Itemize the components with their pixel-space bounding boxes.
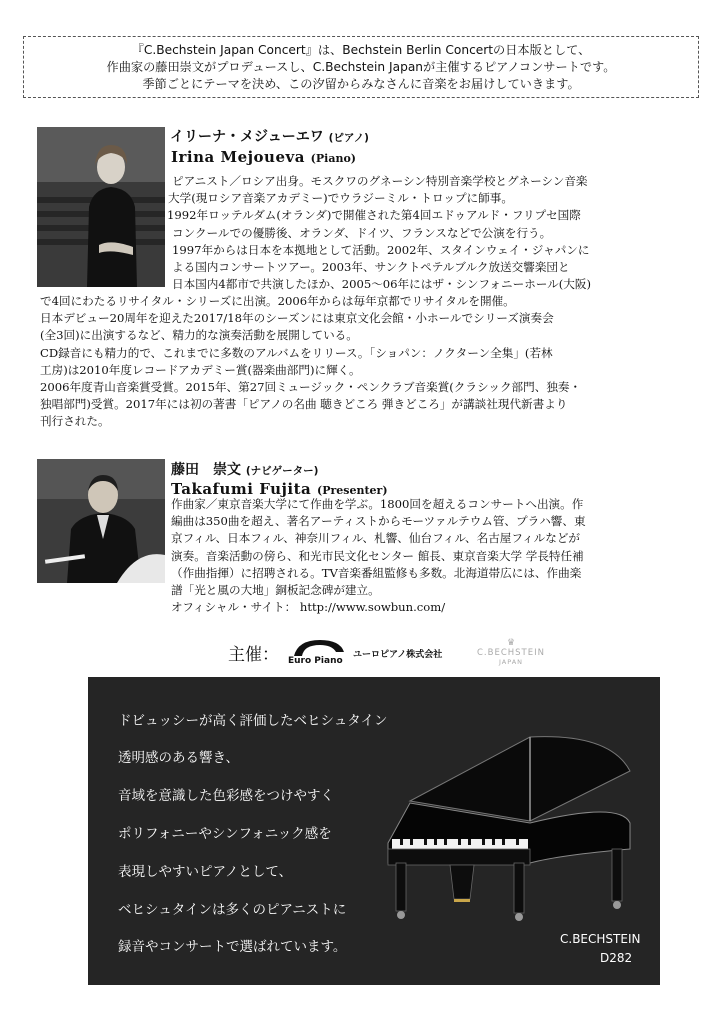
bio-line: 工房)は2010年度レコードアカデミー賞(器楽曲部門)に輝く。 — [40, 362, 361, 377]
irina-role-en: (Piano) — [310, 152, 356, 165]
piano-brand-label: C.BECHSTEIN — [560, 932, 641, 946]
bio-line: 京フィル、日本フィル、神奈川フィル、札響、仙台フィル、名古屋フィルなどが — [171, 531, 581, 546]
panel-line: 透明感のある響き、 — [118, 750, 239, 766]
bio-line: （作曲指揮）に招聘される。TV音楽番組監修も多数。北海道帯広には、作曲楽 — [171, 565, 582, 580]
bio-line: ピアニスト／ロシア出身。モスクワのグネーシン特別音楽学校とグネーシン音楽 — [172, 174, 588, 188]
panel-line: 音域を意識した色彩感をつけやすく — [118, 788, 334, 804]
bio-line: コンクールでの優勝後、オランダ、ドイツ、フランスなどで公演を行う。 — [172, 225, 552, 240]
panel-line: 表現しやすいピアノとして、 — [118, 864, 293, 880]
bechstein-logo — [466, 638, 556, 670]
bechstein-logo-japan: JAPAN — [498, 658, 524, 666]
irina-bio-top — [167, 173, 591, 293]
panel-line: ベヒシュタインは多くのピアニストに — [118, 902, 347, 918]
sponsor-label: 主催： — [228, 645, 279, 665]
bechstein-panel — [88, 677, 660, 985]
irina-photo — [37, 127, 165, 287]
bio-line: 独唱部門)受賞。2017年には初の著書「ピアノの名曲 聴きどころ 弾きどころ」が講談社現代新書より — [40, 397, 568, 412]
bio-line: 1997年からは日本を本拠地として活動。2002年、スタインウェイ・ジャパンに — [172, 242, 590, 257]
intro-line: 作曲家の藤田崇文がプロデュースし、C.Bechstein Japanが主催するピアノコンサートです。 — [106, 60, 616, 74]
bio-line: CD録音にも精力的で、これまでに多数のアルバムをリリース。「ショパン：ノクターン全集」(若林 — [40, 345, 553, 360]
bio-line: よる国内コンサートツアー。2003年、サンクトペテルブルク放送交響楽団と — [172, 260, 570, 275]
bio-line: 大学(現ロシア音楽アカデミー)でウラジーミル・トロップに師事。 — [168, 191, 513, 206]
bio-line: (全3回)に出演するなど、精力的な演奏活動を展開している。 — [40, 328, 358, 343]
piano-model-label: D282 — [600, 951, 633, 965]
official-site-link[interactable]: オフィシャル・サイト： http://www.sowbun.com/ — [171, 600, 446, 615]
crown-icon: ♛ — [506, 638, 516, 648]
bio-line: 2006年度青山音楽賞受賞。2015年、第27回ミュージック・ペンクラブ音楽賞(クラシック部門、独奏・ — [40, 380, 582, 395]
irina-name-ja — [170, 126, 369, 146]
europiano-company: ユーロピアノ株式会社 — [353, 650, 443, 660]
irina-role-ja: (ピアノ) — [328, 132, 369, 144]
intro-line: 『C.Bechstein Japan Concert』は、Bechstein Berlin Concertの日本版として、 — [131, 43, 591, 57]
irina-name-en-text: Irina Mejoueva — [171, 148, 305, 166]
bechstein-logo-name: C.BECHSTEIN — [477, 648, 545, 658]
fujita-photo — [37, 459, 165, 583]
irina-name-en — [171, 148, 356, 166]
irina-bio-bottom — [40, 293, 581, 431]
fujita-role-ja: (ナビゲーター) — [245, 465, 319, 477]
bio-line: で4回にわたるリサイタル・シリーズに出演。2006年からは毎年京都でリサイタルを開催。 — [40, 294, 515, 308]
europiano-logo-text: Euro Piano — [288, 656, 343, 666]
intro-line: 季節ごとにテーマを決め、この汐留からみなさんに音楽をお届けしていきます。 — [142, 77, 580, 91]
panel-line: ドビュッシーが高く評価したベヒシュタイン — [118, 713, 388, 729]
grand-piano-image — [380, 731, 640, 921]
fujita-name-ja-text: 藤田 崇文 — [171, 462, 241, 478]
irina-name-ja-text: イリーナ・メジューエワ — [170, 129, 324, 145]
sponsor-row — [228, 636, 558, 672]
bio-line: 作曲家／東京音楽大学にて作曲を学ぶ。1800回を超えるコンサートへ出演。作 — [171, 497, 584, 511]
bio-line: 日本デビュー20周年を迎えた2017/18年のシーズンには東京文化会館・小ホールでシリーズ演奏会 — [40, 311, 554, 326]
bio-line: 1992年ロッテルダム(オランダ)で開催された第4回エドゥアルド・フリプセ国際 — [167, 208, 581, 223]
fujita-name-en-text: Takafumi Fujita — [171, 480, 312, 498]
panel-line: ポリフォニーやシンフォニック感を — [118, 826, 332, 842]
bio-line: 譜「光と風の大地」銅板記念碑が建立。 — [171, 583, 380, 598]
fujita-bio — [171, 496, 586, 616]
fujita-role-en: (Presenter) — [317, 484, 388, 497]
panel-line: 録音やコンサートで選ばれています。 — [118, 939, 347, 955]
bio-line: 編曲は350曲を超え、著名アーティストからモーツァルテウム管、プラハ響、東 — [171, 514, 586, 529]
bio-line: 演奏。音楽活動の傍ら、和光市民文化センター 館長、東京音楽大学 学長特任補 — [171, 548, 584, 563]
bio-line: 日本国内4都市で共演したほか、2005〜06年にはザ・シンフォニーホール(大阪) — [172, 277, 591, 292]
intro-box — [23, 36, 699, 98]
fujita-name-ja — [171, 459, 318, 479]
bio-line: 刊行された。 — [40, 414, 110, 429]
